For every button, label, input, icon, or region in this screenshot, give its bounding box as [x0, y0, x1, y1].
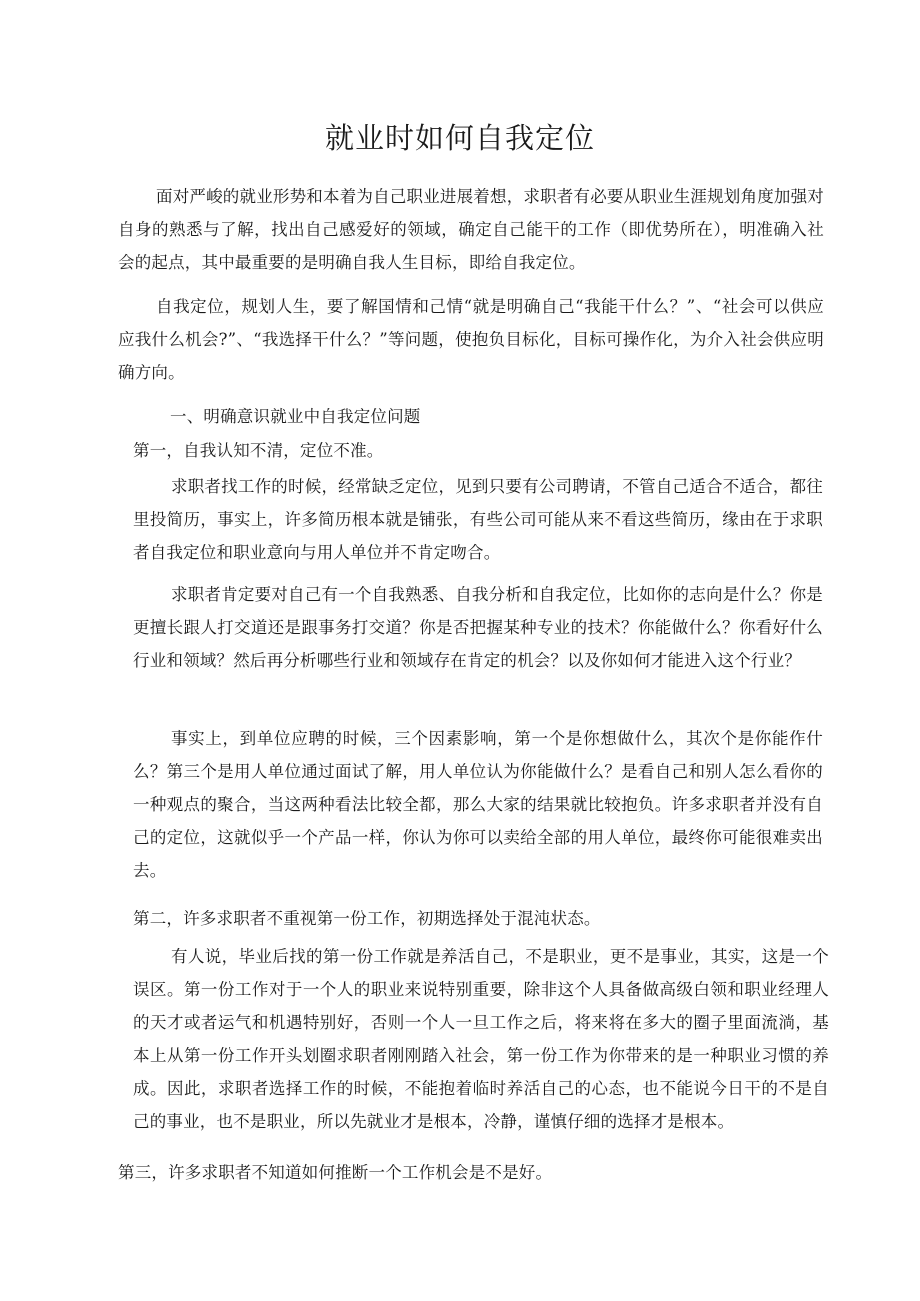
body-paragraph-3: 事实上，到单位应聘的时候，三个因素影响，第一个是你想做什么，其次个是你能作什么？第三个是用人单位通过面试了解，用人单位认为你能做什么？是看自己和别人怎么看你的一种观点的聚合，当这两种看法比较全都，那么大家的结果就比较抱负。许多求职者并没有自己的定位，这就似乎一个产品一样，你认为你可以卖给全部的用人单位，最终你可能很难卖出去。 [133, 729, 823, 880]
body-paragraph-1: 求职者找工作的时候，经常缺乏定位，见到只要有公司聘请，不管自己适合不适合，都往里投简历，事实上，许多简历根本就是铺张，有些公司可能从来不看这些简历，缘由在于求职者自我定位和职业意向与用人单位并不肯定吻合。 [133, 477, 823, 562]
body-paragraph-2: 求职者肯定要对自己有一个自我熟悉、自我分析和自我定位，比如你的志向是什么？你是更擅长跟人打交道还是跟事务打交道？你是否把握某种专业的技术？你能做什么？你看好什么行业和领域？然后再分析哪些行业和领域存在肯定的机会？以及你如何才能进入这个行业？ [133, 585, 823, 670]
subheading-3: 第三，许多求职者不知道如何推断一个工作机会是不是好。 [118, 1163, 553, 1182]
section-heading-1: 一、明确意识就业中自我定位问题 [170, 407, 421, 426]
body-paragraph-4: 有人说，毕业后找的第一份工作就是养活自己，不是职业，更不是事业，其实，这是一个误区。第一份工作对于一个人的职业来说特别重要，除非这个人具备做高级白领和职业经理人的天才或者运气和机遇特别好，否则一个人一旦工作之后，将来将在多大的圈子里面流淌，基本上从第一份工作开头划圈求职者刚刚踏入社会，第一份工作为你带来的是一种职业习惯的养成。因此，求职者选择工作的时候，不能抱着临时养活自己的心态，也不能说今日干的不是自己的事业，也不是职业，所以先就业才是根本，冷静，谨慎仔细的选择才是根本。 [133, 947, 829, 1131]
intro-paragraph-2: 自我定位，规划人生，要了解国情和己情“就是明确自己“我能干什么？”、“社会可以供应应我什么机会?”、“我选择干什么？”等问题，使抱负目标化，目标可操作化，为介入社会供应明确方向。 [118, 297, 824, 382]
subheading-2: 第二，许多求职者不重视第一份工作，初期选择处于混沌状态。 [133, 909, 601, 928]
intro-paragraph-1: 面对严峻的就业形势和本着为自己职业进展着想，求职者有必要从职业生涯规划角度加强对自身的熟悉与了解，找出自己感爱好的领域，确定自己能干的工作（即优势所在），明准确入社会的起点，其中最重要的是明确自我人生目标，即给自我定位。 [118, 187, 824, 272]
subheading-1: 第一，自我认知不清，定位不准。 [133, 441, 384, 460]
page-title: 就业时如何自我定位 [324, 121, 595, 155]
